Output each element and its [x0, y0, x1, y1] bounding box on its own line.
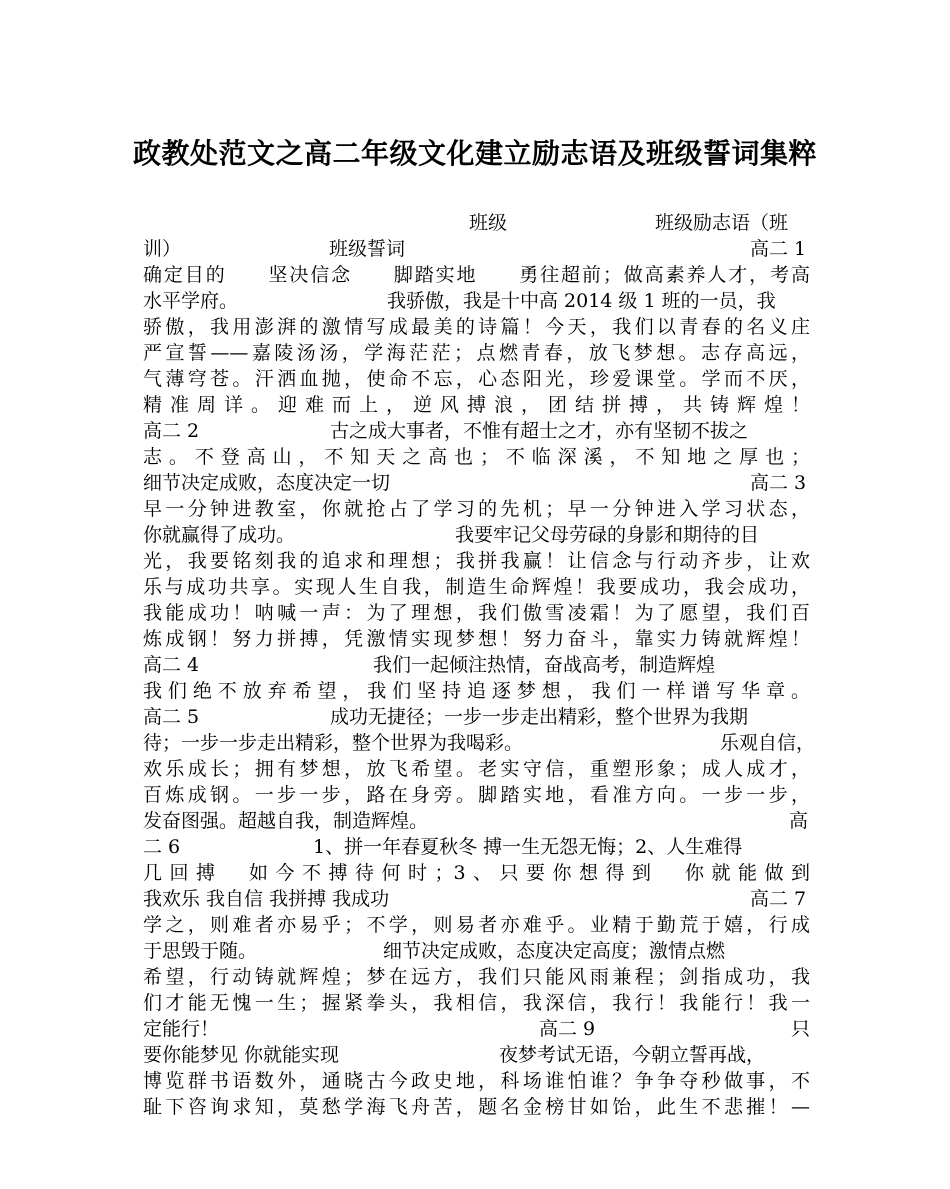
text-segment: 乐观自信， [720, 732, 816, 754]
class-label: 高二 3 [750, 472, 807, 494]
document-title: 政教处范文之高二年级文化建立励志语及班级誓词集粹 [132, 137, 817, 170]
class-label: 高二 7 [750, 888, 807, 910]
class-label: 高二 5 [143, 706, 200, 728]
text-line: 乐与成功共享。实现人生自我，制造生命辉煌！我要成功，我会成功， [143, 576, 810, 598]
text-line: 志。不登高山，不知天之高也；不临深溪，不知地之厚也； [143, 446, 810, 468]
text-segment: 我欢乐 我自信 我拼搏 我成功 [143, 888, 390, 910]
text-line: 严宣誓——嘉陵汤汤，学海茫茫；点燃青春，放飞梦想。志存高远， [143, 342, 810, 364]
text-line: 精准周详。迎难而上，逆风搏浪，团结拼搏，共铸辉煌！ [143, 394, 810, 416]
class-label: 高 [789, 810, 809, 832]
text-segment: 发奋图强。超越自我，制造辉煌。 [143, 810, 429, 832]
text-line [143, 938, 810, 964]
text-line: 希望，行动铸就辉煌；梦在远方，我们只能风雨兼程；剑指成功，我 [143, 966, 810, 988]
text-segment: 我要牢记父母劳碌的身影和期待的目 [455, 524, 760, 546]
text-line: 我们绝不放弃希望，我们坚持追逐梦想，我们一样谱写华章。 [143, 680, 810, 702]
text-line [143, 730, 816, 756]
text-line [143, 210, 810, 236]
text-line: 博览群书语数外，通晓古今政史地，科场谁怕谁？争争夺秒做事，不 [143, 1070, 810, 1092]
class-label: 高二 4 [143, 654, 200, 676]
text-line [143, 522, 810, 548]
text-line [143, 418, 810, 444]
class-label: 高二 9 [539, 1018, 596, 1040]
text-segment: 我骄傲，我是十中高 2014 级 1 班的一员，我 [387, 290, 776, 312]
text-line [143, 808, 810, 834]
text-line [143, 1016, 810, 1042]
text-segment: 古之成大事者，不惟有超士之才，亦有坚韧不拔之 [330, 420, 749, 442]
text-line: 耻下咨询求知，莫愁学海飞舟苦，题名金榜甘如饴，此生不悲摧！— [143, 1096, 810, 1118]
text-line: 气薄穹苍。汗洒血抛，使命不忘，心态阳光，珍爱课堂。学而不厌， [143, 368, 810, 390]
class-label: 高二 2 [143, 420, 200, 442]
text-line: 们才能无愧一生；握紧拳头，我相信，我深信，我行！我能行！我一 [143, 992, 810, 1014]
column-heading-motto: 班级励志语（班 [655, 212, 789, 234]
text-line: 几回搏 如今不搏待何时；3、只要你想得到 你就能做到 [143, 862, 810, 884]
text-line: 我能成功！呐喊一声：为了理想，我们傲雪凌霜！为了愿望，我们百 [143, 602, 810, 624]
text-line [143, 834, 810, 860]
text-segment: 要你能梦见 你就能实现 [143, 1044, 340, 1066]
text-segment: 待；一步一步走出精彩，整个世界为我喝彩。 [143, 732, 524, 754]
column-heading-class: 班级 [469, 212, 508, 234]
text-line: 炼成钢！努力拼搏，凭激情实现梦想！努力奋斗，靠实力铸就辉煌！ [143, 628, 810, 650]
text-segment: 水平学府。 [143, 290, 239, 312]
text-segment: 夜梦考试无语，今朝立誓再战， [499, 1044, 766, 1066]
text-line: 学之，则难者亦易乎；不学，则易者亦难乎。业精于勤荒于嬉，行成 [143, 914, 810, 936]
text-segment: 你就赢得了成功。 [143, 524, 296, 546]
text-line [143, 288, 810, 314]
text-segment: 于思毁于随。 [143, 940, 258, 962]
text-line: 骄傲，我用澎湃的激情写成最美的诗篇！今天，我们以青春的名义庄 [143, 316, 810, 338]
text-line: 光，我要铭刻我的追求和理想；我拼我赢！让信念与行动齐步，让欢 [143, 550, 810, 572]
column-heading-motto-cont: 训） [143, 238, 182, 260]
text-line: 百炼成钢。一步一步，路在身旁。脚踏实地，看准方向。一步一步， [143, 784, 810, 806]
text-line [143, 236, 810, 262]
text-segment: 只 [791, 1018, 811, 1040]
text-line [143, 470, 810, 496]
text-segment: 1、拼一年春夏秋冬 搏一生无怨无悔；2、人生难得 [313, 836, 743, 858]
column-heading-oath: 班级誓词 [329, 238, 406, 260]
text-line: 确定目的 坚决信念 脚踏实地 勇往超前；做高素养人才，考高 [143, 264, 810, 286]
text-segment: 定能行！ [143, 1018, 220, 1040]
text-segment: 我们一起倾注热情，奋战高考，制造辉煌 [373, 654, 716, 676]
class-label: 二 6 [143, 836, 181, 858]
text-line [143, 1042, 810, 1068]
text-segment: 细节决定成败，态度决定一切 [143, 472, 391, 494]
text-line [143, 886, 810, 912]
text-line: 早一分钟进教室，你就抢占了学习的先机；早一分钟进入学习状态， [143, 498, 810, 520]
text-line: 欢乐成长；拥有梦想，放飞希望。老实守信，重塑形象；成人成才， [143, 758, 810, 780]
text-segment: 细节决定成败，态度决定高度；激情点燃 [383, 940, 726, 962]
class-label: 高二 1 [750, 238, 807, 260]
text-line [143, 704, 810, 730]
text-segment: 成功无捷径；一步一步走出精彩，整个世界为我期 [330, 706, 749, 728]
text-line [143, 652, 810, 678]
